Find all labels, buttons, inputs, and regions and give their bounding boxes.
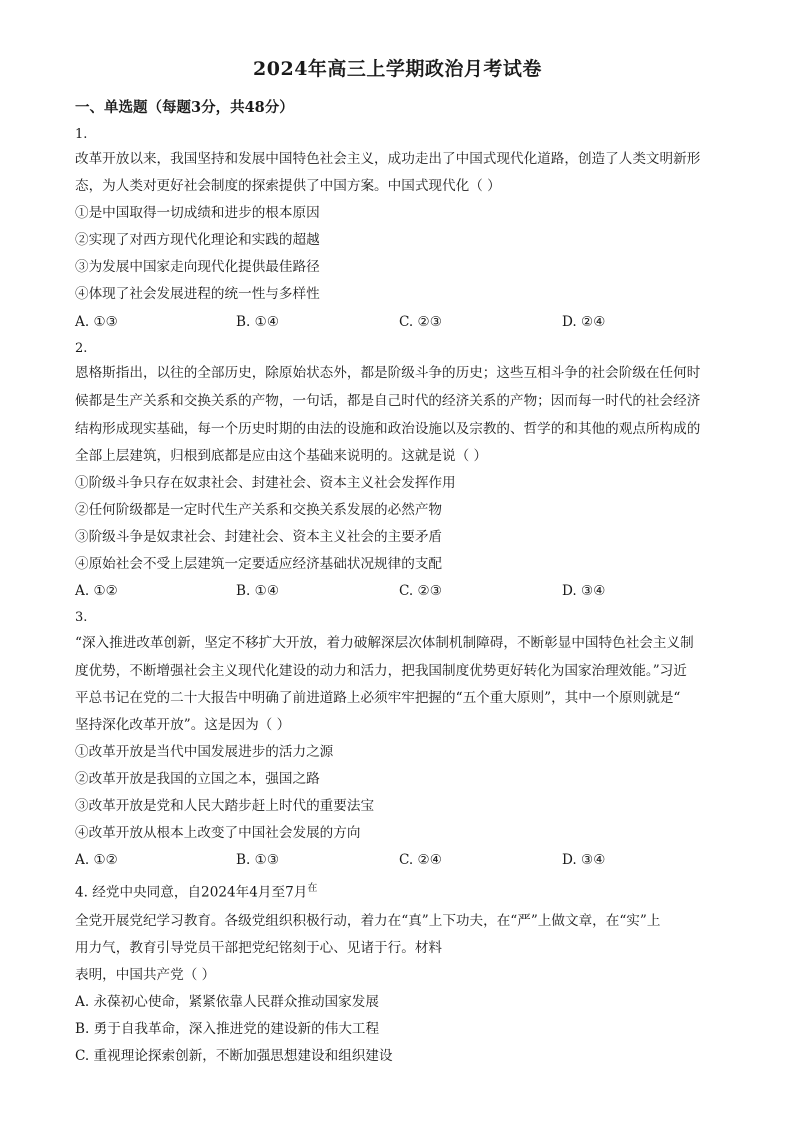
q1-stem-line: 态，为人类对更好社会制度的探索提供了中国方案。中国式现代化（ ） — [75, 178, 501, 194]
q1-statement: ②实现了对西方现代化理论和实践的超越 — [75, 232, 320, 248]
q3-stem-line: 度优势，不断增强社会主义现代化建设的动力和活力，把我国制度优势更好转化为国家治理效能。”习近 — [75, 663, 687, 679]
q3-option-c[interactable]: C. ②④ — [399, 852, 442, 868]
q2-option-b[interactable]: B. ①④ — [236, 583, 280, 599]
q1-statement: ④体现了社会发展进程的统一性与多样性 — [75, 286, 320, 302]
q3-statement: ①改革开放是当代中国发展进步的活力之源 — [75, 744, 334, 760]
q2-statement: ③阶级斗争是奴隶社会、封建社会、资本主义社会的主要矛盾 — [75, 529, 443, 545]
q2-option-d[interactable]: D. ③④ — [562, 583, 606, 599]
q4-head — [75, 880, 317, 902]
q1-option-a[interactable]: A. ①③ — [75, 314, 118, 330]
q2-number: 2. — [75, 341, 88, 356]
q2-statement: ②任何阶级都是一定时代生产关系和交换关系发展的必然产物 — [75, 502, 443, 518]
q4-stem-line: 全党开展党纪学习教育。各级党组织积极行动，着力在“真”上下功夫，在“严”上做文章，在“实”上 — [75, 913, 661, 929]
q3-statement: ②改革开放是我国的立国之本，强国之路 — [75, 771, 320, 787]
q1-option-d[interactable]: D. ②④ — [562, 314, 606, 330]
q3-option-a[interactable]: A. ①② — [75, 852, 118, 868]
q1-option-b[interactable]: B. ①④ — [236, 314, 280, 330]
q2-option-c[interactable]: C. ②③ — [399, 583, 442, 599]
q4-head-text: 4. 经党中央同意，自2024年4月至7月 — [75, 884, 308, 901]
q2-stem-line: 全部上层建筑，归根到底都是应由这个基础来说明的。这就是说（ ） — [75, 448, 488, 464]
q4-option-b[interactable]: B. 勇于自我革命，深入推进党的建设新的伟大工程 — [75, 1021, 380, 1037]
q2-statement: ①阶级斗争只存在奴隶社会、封建社会、资本主义社会发挥作用 — [75, 475, 456, 491]
q4-head-superscript: 在 — [307, 883, 318, 894]
q2-stem-line: 恩格斯指出，以往的全部历史，除原始状态外，都是阶级斗争的历史；这些互相斗争的社会阶级在任何时 — [75, 365, 701, 381]
q3-option-d[interactable]: D. ③④ — [562, 852, 606, 868]
q3-number: 3. — [75, 610, 88, 625]
q1-statement: ③为发展中国家走向现代化提供最佳路径 — [75, 259, 320, 275]
q2-stem-line: 结构形成现实基础，每一个历史时期的由法的设施和政治设施以及宗教的、哲学的和其他的观点所构成的 — [75, 421, 701, 437]
q3-stem-line: 坚持深化改革开放”。这是因为（ ） — [75, 717, 291, 733]
q3-stem-line: “深入推进改革创新，坚定不移扩大开放，着力破解深层次体制机制障碍，不断彰显中国特色社会主义制 — [75, 635, 694, 651]
q1-statement: ①是中国取得一切成绩和进步的根本原因 — [75, 205, 320, 221]
q3-option-b[interactable]: B. ①③ — [236, 852, 280, 868]
q3-statement: ④改革开放从根本上改变了中国社会发展的方向 — [75, 825, 361, 841]
q1-option-c[interactable]: C. ②③ — [399, 314, 442, 330]
q4-stem-line: 用力气，教育引导党员干部把党纪铭刻于心、见诸于行。材料 — [75, 940, 443, 956]
q1-number: 1. — [75, 127, 88, 142]
q4-stem-line: 表明，中国共产党（ ） — [75, 967, 216, 983]
q2-statement: ④原始社会不受上层建筑一定要适应经济基础状况规律的支配 — [75, 556, 443, 572]
q4-option-a[interactable]: A. 永葆初心使命，紧紧依靠人民群众推动国家发展 — [75, 994, 379, 1010]
q3-stem-line: 平总书记在党的二十大报告中明确了前进道路上必须牢牢把握的“五个重大原则”，其中一个原则就是“ — [75, 690, 681, 706]
q1-stem-line: 改革开放以来，我国坚持和发展中国特色社会主义，成功走出了中国式现代化道路，创造了人类文明新形 — [75, 151, 701, 167]
q4-option-c[interactable]: C. 重视理论探索创新，不断加强思想建设和组织建设 — [75, 1048, 393, 1064]
exam-title: 2024年高三上学期政治月考试卷 — [253, 58, 542, 80]
q2-option-a[interactable]: A. ①② — [75, 583, 118, 599]
q3-statement: ③改革开放是党和人民大踏步赶上时代的重要法宝 — [75, 798, 375, 814]
q2-stem-line: 候都是生产关系和交换关系的产物，一句话，都是自己时代的经济关系的产物；因而每一时代的社会经济 — [75, 393, 701, 409]
section-heading: 一、单选题（每题3分，共48分） — [75, 99, 294, 116]
